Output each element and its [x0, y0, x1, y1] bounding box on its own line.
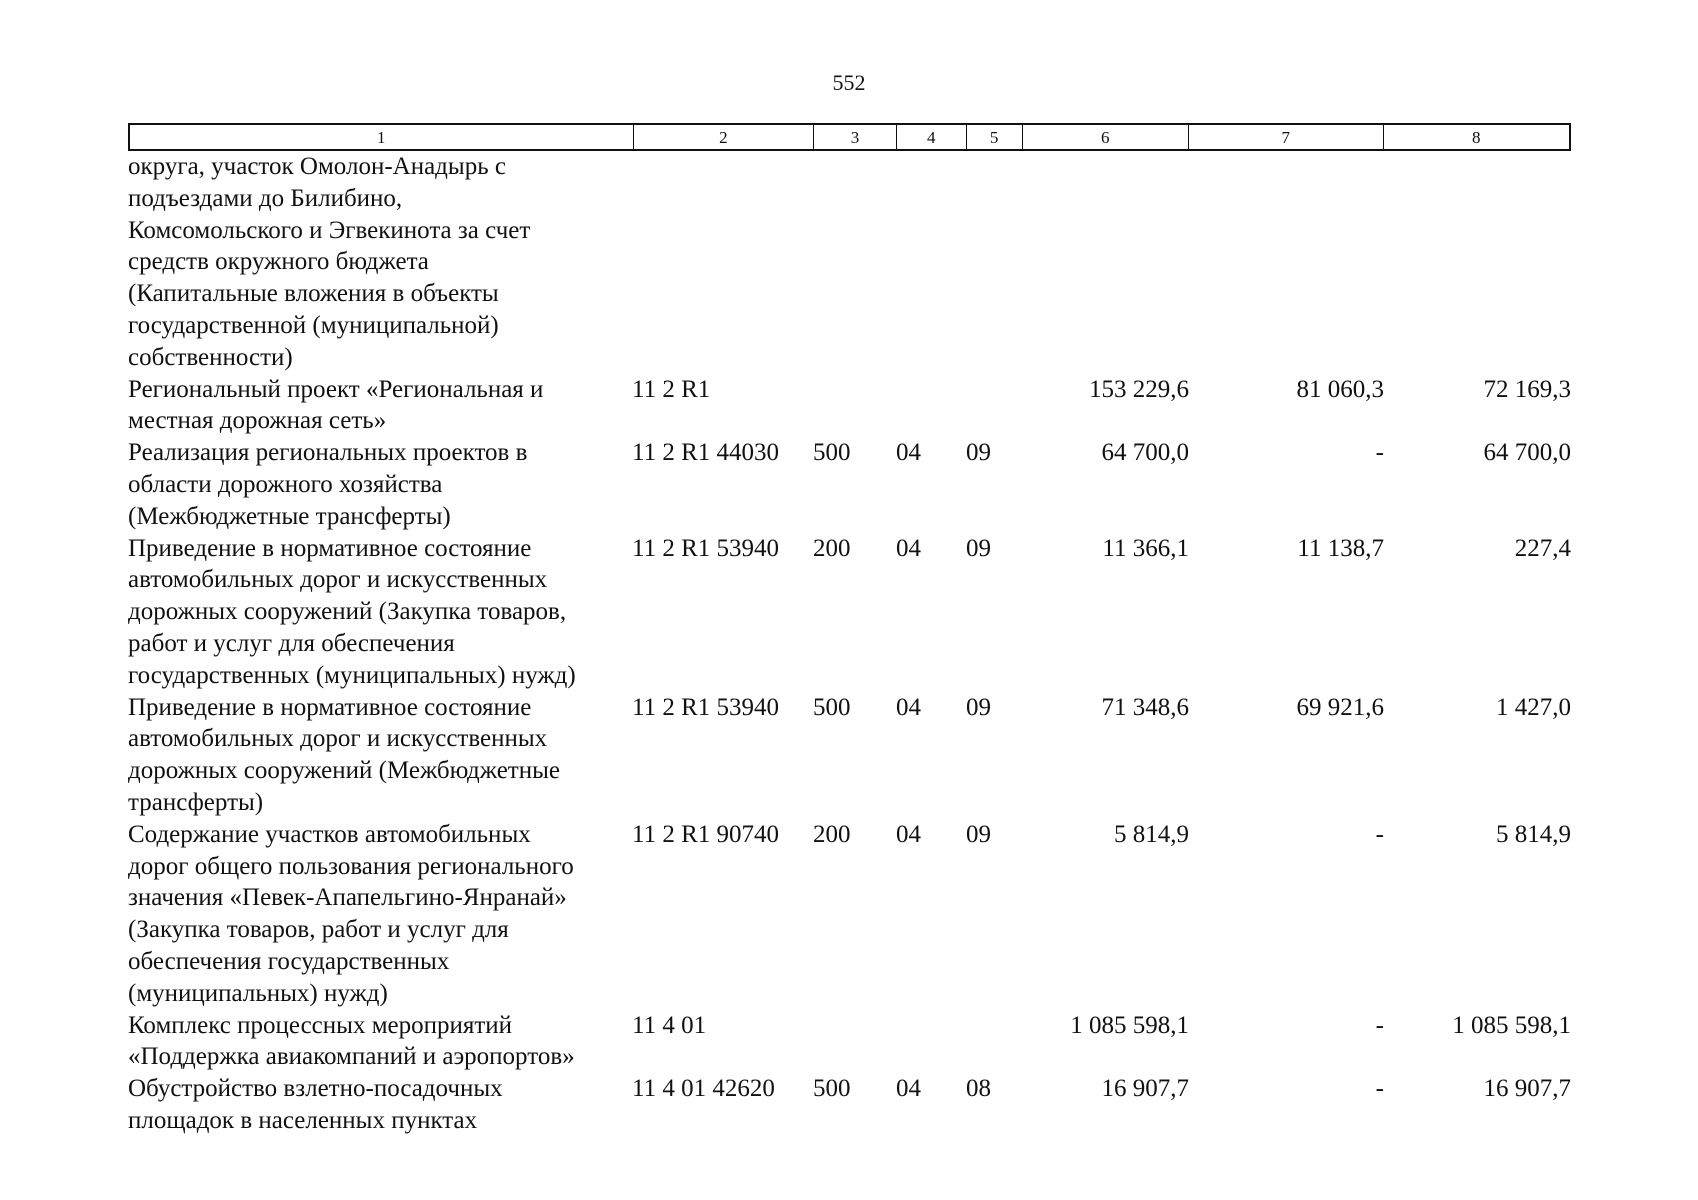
row-total	[1022, 151, 1189, 374]
header-col-3: 3	[813, 125, 896, 149]
row-total: 71 348,6	[1101, 693, 1189, 721]
row-total: 16 907,7	[1101, 1075, 1189, 1103]
row-rz	[896, 151, 966, 374]
table-row	[128, 533, 1571, 692]
row-name: Приведение в нормативное состояние автомобильных дорог и искусственных дорожных сооружений (Закупка товаров, работ и услуг для обеспечения государственных (муниципальных) нужд)	[128, 534, 576, 689]
row-pr: 08	[966, 1075, 991, 1103]
row-regional: 5 814,9	[1496, 820, 1571, 848]
row-name: Реализация региональных проектов в области дорожного хозяйства (Межбюджетные трансферты)	[128, 439, 528, 530]
row-name: Обустройство взлетно-посадочных площадок в населенных пунктах	[128, 1075, 503, 1134]
table-row	[128, 437, 1571, 532]
row-vr: 500	[813, 693, 851, 721]
page-number: 552	[832, 70, 866, 95]
row-total: 64 700,0	[1101, 439, 1189, 467]
row-vr: 200	[813, 534, 851, 562]
header-col-8: 8	[1383, 125, 1569, 149]
row-name: Приведение в нормативное состояние автомобильных дорог и искусственных дорожных сооружений (Межбюджетные трансферты)	[128, 693, 561, 816]
row-pr	[966, 151, 1022, 374]
row-pr	[966, 1010, 1022, 1074]
row-rz	[896, 1010, 966, 1074]
row-regional: 227,4	[1514, 534, 1571, 562]
row-code: 11 2 R1 53940	[632, 693, 779, 721]
row-regional	[1384, 151, 1571, 374]
row-total: 11 366,1	[1102, 534, 1189, 562]
row-rz	[896, 374, 966, 438]
row-name: Содержание участков автомобильных дорог общего пользования регионального значения «Певек-Апапельгино-Янранай» (Закупка товаров, работ и услуг для обеспечения государственных (муниципальных) нужд)	[128, 820, 574, 1007]
row-rz: 04	[896, 693, 921, 721]
table-row	[128, 374, 1571, 438]
row-regional: 64 700,0	[1483, 439, 1571, 467]
row-federal: -	[1375, 1011, 1384, 1039]
row-total: 1 085 598,1	[1070, 1011, 1189, 1039]
row-rz: 04	[896, 534, 921, 562]
table-row	[128, 819, 1571, 1010]
header-col-2: 2	[633, 125, 814, 149]
row-vr	[813, 1010, 896, 1074]
row-federal: 11 138,7	[1297, 534, 1384, 562]
row-vr	[813, 374, 896, 438]
header-col-6: 6	[1022, 125, 1189, 149]
table-header-row	[128, 123, 1571, 151]
row-name: Региональный проект «Региональная и местная дорожная сеть»	[128, 375, 544, 435]
header-col-7: 7	[1188, 125, 1382, 149]
row-code: 11 2 R1	[632, 375, 711, 403]
row-pr: 09	[966, 820, 991, 848]
row-rz: 04	[896, 1075, 921, 1103]
row-vr: 500	[813, 1075, 851, 1103]
row-code: 11 4 01	[632, 1011, 707, 1039]
row-total: 153 229,6	[1089, 375, 1189, 403]
row-pr: 09	[966, 693, 991, 721]
row-name: Комплекс процессных мероприятий «Поддержка авиакомпаний и аэропортов»	[128, 1011, 575, 1071]
row-name: округа, участок Омолон-Анадырь с подъездами до Билибино, Комсомольского и Эгвекинота за счет средств окружного бюджета (Капитальные вложения в объекты государственной (муниципальной) собственности)	[128, 153, 531, 371]
row-vr: 500	[813, 439, 851, 467]
row-pr	[966, 374, 1022, 438]
row-regional: 1 427,0	[1496, 693, 1571, 721]
row-vr: 200	[813, 820, 851, 848]
row-rz: 04	[896, 820, 921, 848]
table-row	[128, 1010, 1571, 1074]
row-code: 11 2 R1 53940	[632, 534, 779, 562]
header-col-5: 5	[966, 125, 1022, 149]
row-federal: 81 060,3	[1296, 375, 1384, 403]
row-federal: -	[1375, 1075, 1384, 1103]
table-row	[128, 1073, 1571, 1137]
row-regional: 16 907,7	[1483, 1075, 1571, 1103]
row-regional: 72 169,3	[1483, 375, 1571, 403]
table-row	[128, 151, 1571, 374]
row-regional: 1 085 598,1	[1452, 1011, 1571, 1039]
header-col-4: 4	[896, 125, 966, 149]
row-total: 5 814,9	[1114, 820, 1189, 848]
row-pr: 09	[966, 439, 991, 467]
row-rz: 04	[896, 439, 921, 467]
row-federal: 69 921,6	[1296, 693, 1384, 721]
row-code: 11 2 R1 44030	[632, 439, 779, 467]
row-federal: -	[1375, 439, 1384, 467]
budget-table	[128, 123, 1571, 1137]
row-code	[632, 151, 813, 374]
header-col-1: 1	[377, 128, 386, 147]
table-row	[128, 692, 1571, 819]
row-code: 11 4 01 42620	[632, 1075, 775, 1103]
table-body	[128, 151, 1571, 1137]
row-pr: 09	[966, 534, 991, 562]
row-code: 11 2 R1 90740	[632, 820, 779, 848]
row-federal: -	[1375, 820, 1384, 848]
row-vr	[813, 151, 896, 374]
row-federal	[1189, 151, 1384, 374]
